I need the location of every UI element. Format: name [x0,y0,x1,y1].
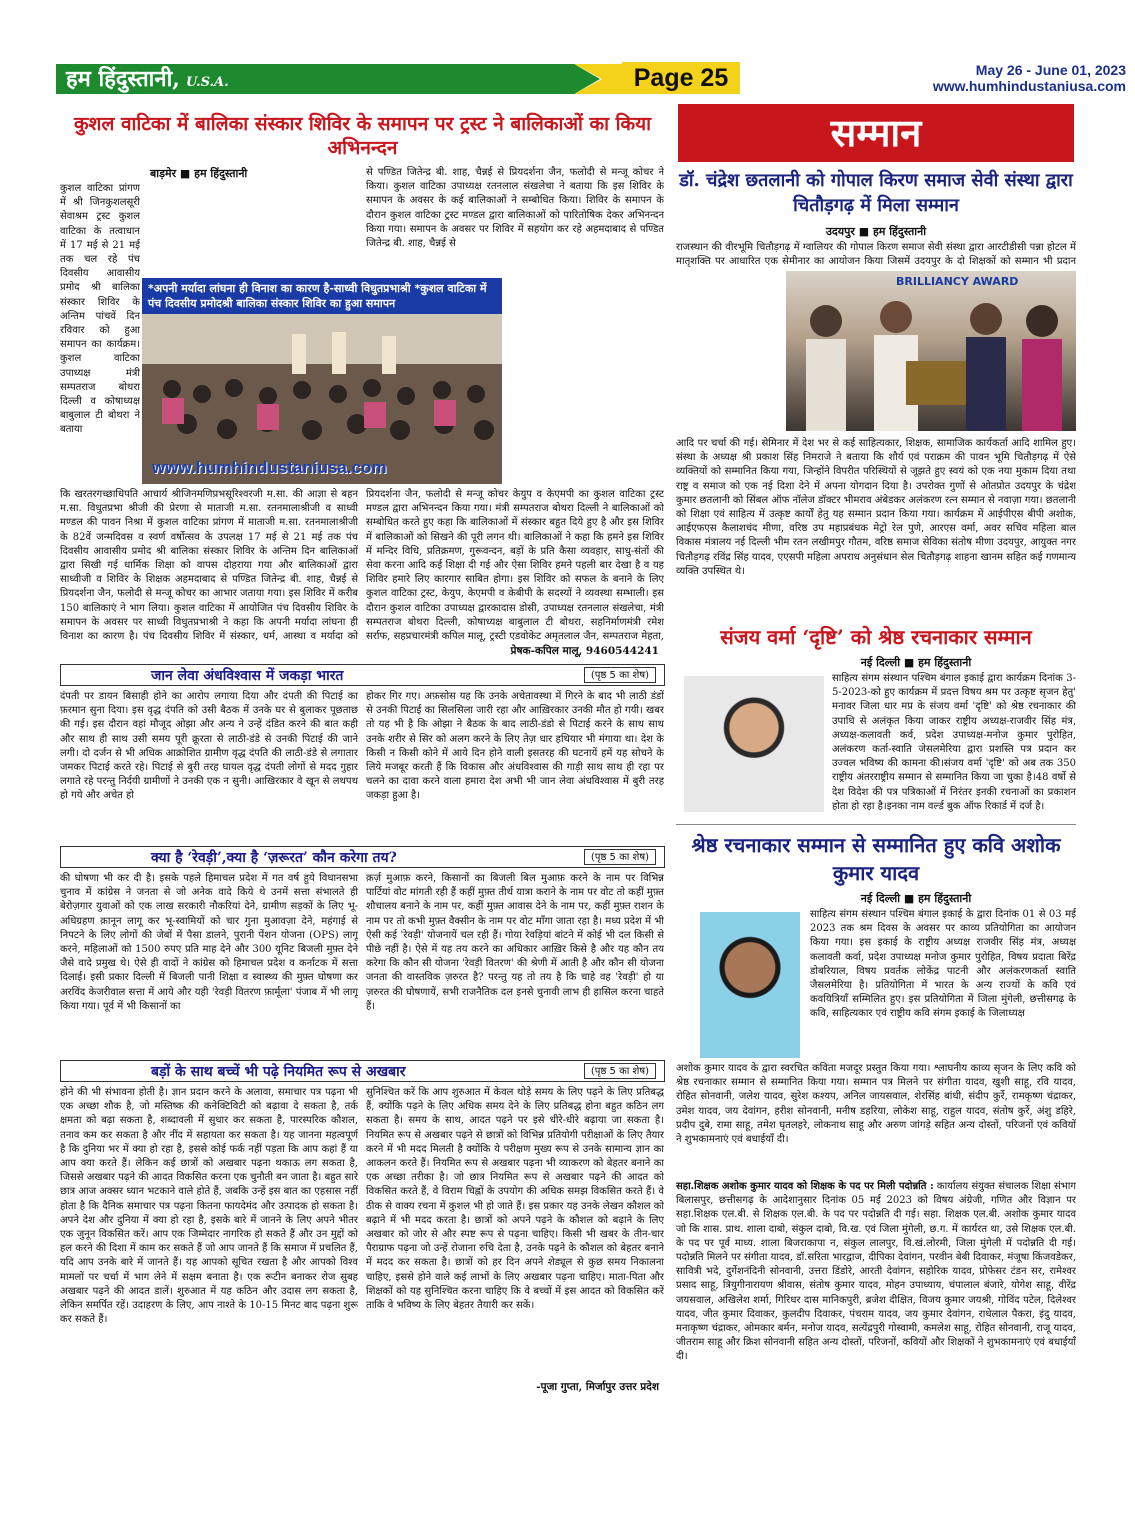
section-text-left: की घोषणा भी कर दी है। इसके पहले हिमाचल प्रदेश में गत वर्ष हुये विधानसभा चुनाव में कांग्रेस ने जनता से जो अनेक वादे किये थे उनमें सत्ता संभालते ही बेरोज़गार युवाओं को एक लाख सरकारी नौकरियां देने, ग्रामीण सड़कों के लिए भू-अधिग्रहण क़ानून लागू कर भू-स्वामियों को चार गुना मुआवज़ा देने, महंगाई से निपटने के लिए लोगों की जेबों में पैसा डालने, पुरानी पेंशन योजना (OPS) लागू करने, महिलाओं को 1500 रुपए प्रति माह देने और 300 यूनिट बिजली मुफ़्त देने जैसे वादे प्रमुख थे। ऐसे ही वादों ने कांग्रेस को हिमाचल प्रदेश व कर्नाटक में सत्ता दिलाई। इसी प्रकार दिल्ली में बिजली पानी शिक्षा व स्वास्थ्य की मुफ़्त घोषणा कर अरविंद केजरीवाल सत्ता में आये और यही 'रेवड़ी वितरण फ़ार्मूला' पंजाब में भी लागू किया गया। पूर्व में भी किसानों का [60,873,358,1012]
story-text-side [676,269,780,437]
article-text-main: कि खरतरगच्छाधिपति आचार्य श्रीजिनमणिप्रभसूरिश्वरजी म.सा. की आज्ञा से बहन म.सा. विधुतप्रभा श्रीजी की प्रेरणा से माताजी म.सा. रतनमालाश्रीजी व साध्वी मण्डल की पावन निश्रा में कुशल वाटिका प्रांगण में माताजी म.सा. रतनमालाश्रीजी के 82वें जन्मदिवस व स्वर्ण वर्षोत्सव के उपलक्ष 17 मई से 21 मई तक पंच दिवसीय आवासीय प्रमोद श्री बालिका संस्कार शिविर के अन्तिम दिन बालिकाओं द्वारा सिखी गई धार्मिक शिक्षा को वापस दोहराया गया और बालिकाओं द्वारा साध्वीजी व शिविर के शिक्षक अहमदाबाद से पण्डित जितेन्द्र बी. शाह, चैन्नई से प्रियदर्शना जैन, फलोदी से मन्जू कोचर का आभार जताया गया। इस शिविर में करीब 150 बालिकाएं ने भाग लिया। कुशल वाटिका में आयोजित पंच दिवसीय शिविर के समापन के अवसर पर साध्वी विधुतप्रभाश्री ने कहा कि अपनी मर्यादा लांघना ही विनाश का कारण है। पंच दिवसीय शिविर में संस्कार, धर्म, आस्था व मर्यादा को [60,489,358,643]
story-text: साहित्य संगम संस्थान पश्चिम बंगाल इकाई द्वारा कार्यक्रम दिनांक 3-5-2023-को हुए कार्यक्रम में प्रदत्त विषय श्रम पर उत्कृष्ट सृजन हेतु' मनावर जिला धार मप्र के संजय वर्मा 'दृष्टि' को श्रेष्ठ रचनाकार की उपाधि से अलंकृत किया जाकर राष्ट्रीय अध्यक्ष-राजवीर सिंह मंत्र, अध्यक्ष-कलावती कर्व, प्रदेश उपाध्यक्ष-मनोज कुमार पुरोहित, अलंकरण कर्ता-स्वाति जेसलमेरिया द्वारा प्रशस्ति पत्र प्रदान कर उज्वल भविष्य की कामना की।संजय वर्मा 'दृष्टि' को अब तक 350 राष्ट्रीय अंतरराष्ट्रीय सम्मान से सम्मानित किया जा चुका है।48 वर्षो से देश विदेश की पत्र पत्रिकाओं में निरंतर इनकी रचनाओं का प्रकाशन होता हो रहा है।इनका नाम वर्ल्ड बुक ऑफ रिकार्ड में दर्ज है। [832,673,1076,812]
paper-name-bar [56,64,576,94]
article-signature: -पूजा गुप्ता, मिर्जापुर उत्तर प्रदेश [536,1381,659,1393]
story-headline: संजय वर्मा ‘दृष्टि’ को श्रेष्ठ रचनाकार सम्मान [720,625,1032,649]
story-text-bottom: अशोक कुमार यादव के द्वारा स्वरचित कविता मजदूर प्रस्तुत किया गया। श्लाघनीय काव्य सृजन के लिए कवि को श्रेष्ठ रचनाकार सम्मान से सम्मानित किया गया। सम्मान पत्र मिलने पर संगीता यादव, खुशी साहू, रवि यादव, रोहित सोनवानी, जलेश यादव, सुरेश कश्यप, अनिल जायसवाल, शेरसिंह बांधी, संदीप कुर्रे, रामकृष्ण चंद्राकर, उमेश यादव, जय देवांगन, हरीश सोनवानी, मनीष डहरिया, लोकेश साहू, राहुल यादव, संतोष कुर्रे, अंशु डहिरे, प्रदीप दुबे, रामा साहू, तमेश घृतलहरे, लोकनाथ साहू और अरुण जांगड़े सहित अन्य दोस्तों, परिजनों एवं कवियों ने शुभकामनाएं एवं बधाईयाँ दी। [676,1063,1076,1146]
article-text-continued: से पण्डित जितेन्द्र बी. शाह, चैन्नई से प्रियदर्शना जैन, फलोदी से मन्जू कोचर ने किया। कुशल वाटिका उपाध्यक्ष रतनलाल संखलेचा ने बताया कि इस शिविर के समापन के अवसर के कई बालिकाओं ने सम्बोधित किया। शिविर के समापन के दौरान कुशल वाटिका ट्रस्ट मण्डल द्वारा बालिकाओं को पारितोषिक देकर अभिनन्दन किया गया। समापन के अवसर पर शिविर में सहयोग कर रहे अहमदाबाद से पण्डित जितेन्द्र बी. शाह, चैन्नई से [366,167,664,250]
website-link[interactable]: www.humhindustaniusa.com [932,78,1126,94]
award-people-icon [786,291,1076,431]
photo-caption: *अपनी मर्यादा लांघना ही विनाश का कारण है-साध्वी विधुतप्रभाश्री *कुशल वाटिका में पंच दिवसीय प्रमोदश्री बालिका संस्कार शिविर का हुआ समापन [142,278,502,314]
section-bar [60,846,665,868]
story-byline: उदयपुर ■ हम हिंदुस्तानी [825,225,927,238]
page-reference: (पृष्ठ 5 का शेष) [584,849,656,865]
paper-suffix: U.S.A. [185,75,229,90]
article-newspaper-reading [60,1060,665,1396]
section-bar [60,1060,665,1082]
story-byline: नई दिल्ली ■ हम हिंदुस्तानी [860,892,972,905]
award-banner-text: BRILLIANCY AWARD [896,275,1019,288]
promotion-paragraph [676,1180,1076,1380]
story-text-top: साहित्य संगम संस्थान पश्चिम बंगाल इकाई के द्वारा दिनांक 01 से 03 मई 2023 तक श्रम दिवस के अवसर पर काव्य प्रतियोगिता का आयोजन किया गया। इस इकाई के राष्ट्रीय अध्यक्ष राजवीर सिंह मंत्र, अध्यक्ष कलावती कर्वा, प्रदेश उपाध्यक्ष मनोज कुमार पुरोहित, विषय प्रदाता बिरेंद्र डोबरियाल, विषय प्रवर्तक लोकेंद्र पाटनी और अलंकरणकर्ता स्वाति जैसलमेरिया है। प्रतियोगिता में भारत के अन्य राज्यों के कवि एवं कवयित्रियाँ सम्मिलित हुए। इस प्रतियोगिता में जिला मुंगेली, छत्तीसगढ़ के कवि, साहित्यकार एवं राष्ट्रीय कवि संगम इकाई के जिलाध्यक्ष [810,909,1076,1020]
story-body [676,672,1076,820]
story-byline: नई दिल्ली ■ हम हिंदुस्तानी [860,656,972,669]
section-text-left: होने की भी संभावना होती है। ज्ञान प्रदान करने के अलावा, समाचार पत्र पढ़ना भी एक अच्छा शौक है, जो मस्तिष्क की कनेक्टिविटी को बढ़ावा दे सकता है, तर्क क्षमता को बढ़ा सकता है, शब्दावली में सुधार कर सकता है, पारस्परिक कौशल, तनाव कम कर सकता है और नींद में सहायता कर सकता है। यह जानना महत्वपूर्ण है कि दुनिया भर में क्या हो रहा है, इससे कोई फर्क नहीं पड़ता कि आप कहां हैं या आप क्या करते हैं। लेकिन कई छात्रों को अखबार पढ़ना थकाऊ लग सकता है, जिससे अखबार पढ़ने की आदत विकसित करना एक चुनौती बन जाता है। बहुत सारे छात्र आज अक्सर ध्यान भटकाने वाले होते हैं, जबकि उन्हें इस बात का एहसास नहीं होता है कि दैनिक समाचार पत्र पढ़ना कितना फायदेमंद और उत्पादक हो सकता है। अपने देश और दुनिया में क्या हो रहा है, इसके बारे में जानने के लिए अपने भीतर एक जुनून विकसित करें। आप एक जिम्मेदार नागरिक हो सकते हैं और उन मुद्दों को हल करने की दिशा में काम कर सकते हैं जो आप जानते हैं कि समाज में प्रचलित हैं, यदि आप उनके बारे में जानते हैं। यह आपको सूचित रखता है और आपको विश्व मामलों पर चर्चा में भाग लेने में सक्षम बनाता है। एक रूटीन बनाकर रोज सुबह अखबार पढ़ने की आदत डालें। शुरुआत में यह कठिन और उदास लग सकता है, लेकिन समर्पित रहें। उदाहरण के लिए, आप नाश्ते के 10-15 मिनट बाद पढ़ना शुरू कर सकते हैं। [60,1087,358,1326]
story-text-bottom: आदि पर चर्चा की गई। सेमिनार में देश भर से कई साहित्यकार, शिक्षक, सामाजिक कार्यकर्ता आदि शामिल हुए। संस्था के अध्यक्ष श्री प्रकाश सिंह निमराजे ने बताया कि शौर्य एवं पराक्रम की पावन भूमि चितौड़गढ़ में ऐसे व्यक्तियों को सम्मानित किया गया, जिन्होंने विपरीत परिस्थियों से जूझते हुए स्वयं को एक नया मुकाम दिया तथा राष्ट्र व समाज को एक नई दिशा देने में अपना योगदान दिया है। उपरोक्त गुणों से ओतप्रोत उदयपुर के चंद्रेश कुमार छतलानी को सिंबल ऑफ नॉलेज डॉक्टर भीमराव अंबेडकर अलंकरण रत्न सम्मान से नवाज़ा गया। छतलानी को शिक्षा एवं साहित्य में उत्कृष्ट कार्यों हेतु यह सम्मान प्रदान किया गया। कार्यक्रम में आईपीएस बीपी अशोक, आईएफएस कैलाशचंद मीणा, वरिष्ठ उप महाप्रबंधक मेट्रो रेल पुणे, आरएस वर्मा, अवर सचिव महिला बाल विकास मंत्रालय नई दिल्ली भीम रतन लखीमपुर गौतम, वरिष्ठ समाज सेविका संतोष मीणा उदयपुर, आयुक्त नगर चितौड़गढ़ रविंद्र सिंह यादव, एएसपी महिला अपराध अनुसंधान सेल चितौड़गढ़ शाहना खानम सहित कई गणमान्य व्यक्ति उपस्थित थे। [676,438,1076,577]
section-text-right: सुनिश्चित करें कि आप शुरुआत में केवल थोड़े समय के लिए पढ़ने के लिए प्रतिबद्ध हैं, क्योंकि पढ़ने के लिए अधिक समय देने के लिए प्रतिबद्ध होना बहुत कठिन लग सकता है। समय के साथ, आदत पढ़ने पर इसे धीरे-धीरे बढ़ाया जा सकता है। नियमित रूप से अखबार पढ़ने से छात्रों को विभिन्न प्रतियोगी परीक्षाओं के लिए तैयार करने में भी मदद मिलती है क्योंकि ये परीक्षण मुख्य रूप से उनके सामान्य ज्ञान का आकलन करते हैं। नियमित रूप से अखबार पढ़ना भी व्याकरण को बेहतर बनाने का एक अच्छा तरीका है। जो छात्र नियमित रूप से अखबार पढ़ने की आदत को विकसित करते हैं, वे विराम चिह्नों के उपयोग की अधिक समझ विकसित करते हैं। वे ठीक से वाक्य रचना में कुशल भी हो जाते हैं। इस प्रकार यह उनके लेखन कौशल को बढ़ाने में भी मदद करता है। छात्रों को अपने पढ़ने के कौशल को बढ़ाने के लिए अखबार को जोर से और स्पष्ट रूप से पढ़ना चाहिए। किसी भी खबर के तीन-चार पैराग्राफ पढ़ना जो उन्हें रोजाना रुचि देता है, उनके पढ़ने के कौशल को बेहतर बनाने में मदद कर सकता है। छात्रों को हर दिन अपने शेड्यूल से कुछ समय निकालना चाहिए, इससे होने वाले कई लाभों के लिए अखबार पढ़ना चाहिए। माता-पिता और शिक्षकों को यह सुनिश्चित करना चाहिए कि वे बच्चों में इस आदत को विकसित करें ताकि वे भविष्य के लिए बेहतर तैयारी कर सकें। [366,1087,664,1312]
issue-date: May 26 - June 01, 2023 [975,62,1126,78]
section-text-right: होकर गिर गए। अफ़सोस यह कि उनके अचेतावस्था में गिरने के बाद भी लाठी डंडों से उनकी पिटाई का सिलसिला जारी रहा और आख़िरकार उनकी मौत हो गयी। खबर तो यह भी है कि ओझा ने बैठक के बाद लाठी-डंडो से पिटाई करने के साथ साथ उनके शरीर से सिर को अलग करने के लिए तेज़ धार हथियार भी मंगाया था। देश के किसी न किसी कोने में आये दिन होने वाली इसतरह की घटनायें हमें यह सोचने के लिये मजबूर करती हैं कि विकास और अंधविश्वास की गाड़ी साथ साथ ही रहा पर चलने का दावा करने वाला हमारा देश अभी भी जान लेवा अंधविश्वास में बुरी तरह जकड़ा हुआ है। [366,691,664,802]
article-text-closing: प्रियदर्शना जैन, फलोदी से मन्जू कोचर केयुप व केएमपी का कुशल वाटिका ट्रस्ट मण्डल द्वारा अभिनन्दन किया गया। मंत्री सम्पतराज बोथरा दिल्ली ने बालिकाओं को सम्बोधित करते हुए कहा कि बालिकाओं में संस्कार बहुत दिये हुए है और इस शिविर में बालिकाओं को सिखने की पूरी लगन थी। बालिकाओं ने कहा कि हमने इस शिविर में मन्दिर विधि, प्रतिक्रमण, गुरूवन्दन, बड़ों के प्रति कैसा व्यवहार, साधु-संतों की सेवा करना आदि कई शिक्षा दी गई और ऐसा शिविर हमने पहली बार देखा है व यह शिविर हमारे लिए कारगार साबित होगा। इस शिविर को सफल के बनाने के लिए कुशल वाटिका ट्रस्ट, केयुप, केएमपी व केबीपी के सदस्यों ने व्यवस्था सम्भाली। इस दौरान कुशल वाटिका उपाध्यक्ष द्वारकादास डोसी, उपाध्यक्ष रतनलाल संखलेचा, मंत्री सम्पतराज बोथरा दिल्ली, कोषाध्यक्ष बाबुलाल टी बोथरा, सहनिर्माणमंत्री रमेश सर्राफ, सहप्रचारमंत्री कपिल मालू, ट्रस्टी एडवोकेट अमृतलाल जैन, सम्पतराज मेहता, [366,489,664,643]
article-text-side [508,278,664,488]
award-photo [786,271,1076,431]
issue-date-block [876,62,1126,94]
section-body [60,690,665,840]
story-body [676,241,1076,437]
page-reference: (पृष्ठ 5 का शेष) [584,667,656,683]
left-column [60,110,665,1396]
article-revdi [60,846,665,1054]
samman-banner: सम्मान [678,104,1074,162]
page-number: Page 25 [622,62,740,94]
story-sanjay-verma [676,623,1076,820]
section-bar [60,664,665,686]
article-byline: बाड़मेर ■ हम हिंदुस्तानी [150,167,248,180]
section-headline: बड़ों के साथ बच्चें भी पढ़े नियमित रूप से अखबार [151,1064,406,1080]
section-body [60,872,665,1054]
masthead [56,60,1126,98]
photo-watermark: www.humhindustaniusa.com [152,458,387,477]
article-superstition [60,664,665,840]
article-body [60,166,665,644]
article-text-intro: कुशल वाटिका प्रांगण में श्री जिनकुशलसूरी सेवाश्रम ट्रस्ट कुशल वाटिका के तत्वाधान में 17 मई से 21 मई तक चल रहे पंच दिवसीय आवासीय प्रमोद श्री बालिका संस्कार शिविर के अन्तिम पांचवें दिन रविवार को हुआ समापन का कार्यक्रम। कुशल वाटिका उपाध्यक्ष मंत्री सम्पतराज बोथरा दिल्ली व कोषाध्यक्ष बाबुलाल टी बोथरा ने बताया [60,183,140,436]
story-text-top: राजस्थान की वीरभूमि चितौड़गढ़ में ग्वालियर की गोपाल किरण समाज सेवी संस्था द्वारा आरटीडीसी पन्ना होटल में मातृशक्ति पर आधारित एक सेमीनार का आयोजन किया जिसमें उदयपुर के दो शिक्षकों को सम्मान भी प्रदान [676,242,1076,268]
story-headline: श्रेष्ठ रचनाकार सम्मान से सम्मानित हुए कवि अशोक कुमार यादव [691,833,1061,885]
paper-name: हम हिंदुस्तानी, [66,66,180,92]
sanjay-verma-photo [684,676,824,812]
story-headline: डॉ. चंद्रेश छतलानी को गोपाल किरण समाज सेवी संस्था द्वारा चितौड़गढ़ में मिला सम्मान [679,170,1073,216]
promotion-text: कार्यालय संयुक्त संचालक शिक्षा संभाग बिलासपुर, छत्तीसगढ़ के आदेशानुसार दिनांक 05 मई 2023 को विषय अंग्रेजी, गणित और विज्ञान पर सहा.शिक्षक एल.बी. से शिक्षक एल.बी. के पद पर पदोन्नति दी गई। सहा. शिक्षक एल.बी. अशोक कुमार यादव जो कि शास. प्राथ. शाला दाबो, संकुल दाबो, वि.ख. एवं जिला मुंगेली, छ.ग. में कार्यरत था, उसे शिक्षक एल.बी. के पद पर पूर्व माध्य. शाला बिजराकापा न, संकुल लालपुर, वि.खं.लोरमी, जिला मुंगेली में पदोन्नति दी गई। पदोन्नति मिलने पर संगीता यादव, डॉ.सरिता भारद्वाज, दीपिका देवांगन, परवीन बेबी दिवाकर, मंजूषा किंजवडेकर, सावित्री भदे, दुर्गेशनंदिनी सोनवानी, उत्तरा डिंडोरे, आरती देवांगन, सहोरिक यादव, प्रोफेसर टंडन सर, रामेश्वर प्रसाद साहू, त्रियुगीनारायण श्रीवास, संतोष कुमार यादव, मोहन उपाध्याय, चंपालाल बंजारे, योगेश साहू, वीरेंद्र जयसवाल, अखिलेश शर्मा, गिरिधर दास मानिकपुरी, ब्रजेश दीक्षित, विजय कुमार जयश्री, गोविंद पटेल, दिलेश्वर यादव, जीत कुमार दिवाकर, कुलदीप दिवाकर, पंचराम यादव, जय कुमार देवांगन, राधेलाल पैकरा, इंदु यादव, मनाकृष्ण चंद्राकर, ओमकार बर्मन, मनोज यादव, सत्येंद्रपुरी गोस्वामी, कमलेश साहू, रोहित सोनवानी, राजू यादव, जीतराम साहू और क्रिश सोनवानी सहित अन्य दोस्तों, परिजनों, कवियों और शिक्षकों ने शुभकामनाएं एवं बधाईयाँ दी। [676,1181,1076,1363]
article-headline: कुशल वाटिका में बालिका संस्कार शिविर के समापन पर ट्रस्ट ने बालिकाओं का किया अभिनन्दन [73,113,652,159]
page-reference: (पृष्ठ 5 का शेष) [584,1063,656,1079]
promotion-title: सहा.शिक्षक अशोक कुमार यादव को शिक्षक के पद पर मिली पदोन्नति : [676,1181,934,1192]
right-column-samman [676,104,1076,1380]
section-headline: क्या है ‘रेवड़ी’,क्या है ‘ज़रूरत’ कौन करेगा तय? [151,850,397,866]
section-body [60,1086,665,1396]
story-divider [676,824,1076,825]
story-ashok-yadav [676,831,1076,1380]
masthead-arrow-icon [574,64,624,94]
section-text-left: दंपती पर डायन बिसाही होने का आरोप लगाया दिया और दंपती की पिटाई का फ़रमान सुना दिया। इस वृद्ध दंपति को उसी बैठक में उनके घर से बुलाकर पूछताछ की गई। इस दौरान वहां मौजूद ओझा और अन्य ने उन्हें दंडित करने की बात कही और साथ ही साथ उसी समय पूरी क्रूरता से लाठी-डंडे से उनकी पिटाई की जाने लगी। दो दर्जन से भी अधिक आक्रोशित ग्रामीण वृद्ध दंपति की लाठी-डंडे से लगातार जमकर पिटाई करते रहे। पिटाई से बुरी तरह घायल वृद्ध दंपती लोगों से मदद गुहार लगाते रहे परन्तु निर्दयी ग्रामीणों ने उनकी एक न सुनी। आखिरकार वे खून से लथपथ हो गये और अचेत हो [60,691,358,802]
section-headline: जान लेवा अंधविश्वास में जकड़ा भारत [151,668,344,684]
article-kushal-vatika [60,110,665,660]
article-signature: प्रेषक-कपिल मालू, 9460544241 [510,645,659,657]
story-body [676,908,1076,1062]
ashok-yadav-photo [700,912,800,1058]
story-chhatlani [676,168,1076,617]
section-text-right: क़र्ज़ मुआफ़ करने, किसानों का बिजली बिल मुआफ़ करने के नाम पर विभिन्न पार्टियां वोट मांगती रही हैं कहीं मुफ़्त तीर्थ यात्रा कराने के नाम पर वोट तो कहीं मुफ़्त शौचालय बनाने के नाम पर, कहीं मुफ़्त आवास देने के नाम पर, कहीं मुफ़्त राशन के नाम पर तो कभी मुफ़्त वैक्सीन के नाम पर वोट माँगा जाता रहा है। मध्य प्रदेश में भी ऐसी कई 'रेवड़ी' योजनायें चल रही हैं। गोया रेवड़ियां बांटने में कोई भी दल किसी से पीछे नहीं है। ऐसे में यह तय करने का अधिकार आख़िर किसे है और यह कौन तय करेगा कि कौन सी योजना 'रेवड़ी वितरण' की श्रेणी में आती है और कौन सी योजना जनता की वास्तविक ज़रुरत है? परन्तु यह तो तय है कि चाहे वह 'रेवड़ी' हो या ज़रुरत की घोषणायें, सभी राजनैतिक दल इनसे चुनावी लाभ ही हासिल करना चाहते हैं। [366,873,664,1012]
camp-photo [142,278,502,484]
